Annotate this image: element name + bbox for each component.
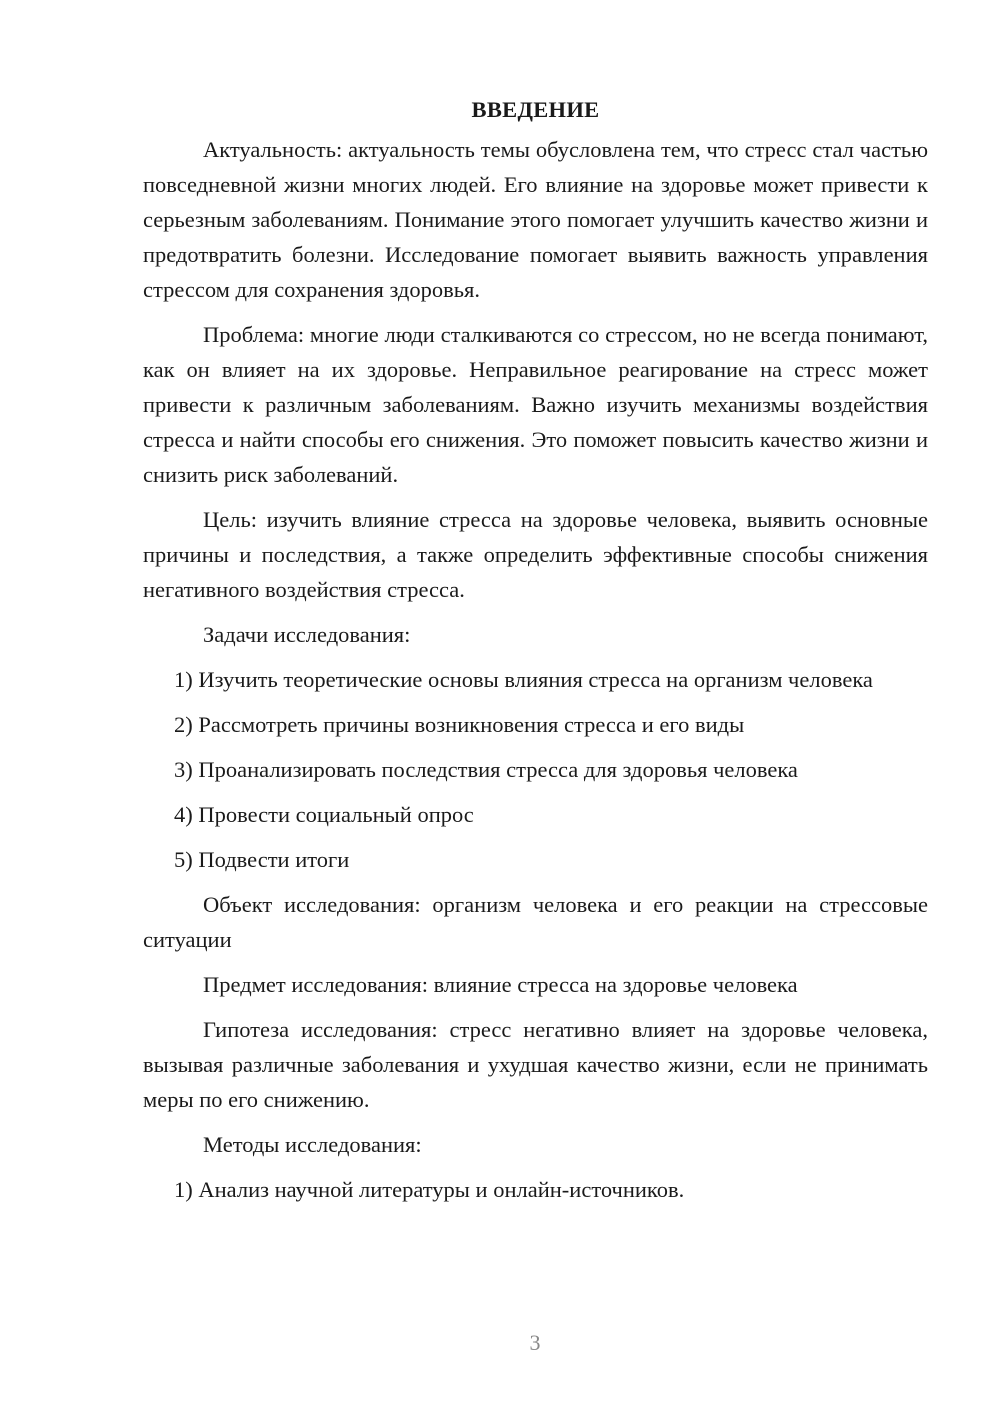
task-item-5: 5) Подвести итоги bbox=[174, 847, 350, 872]
methods-heading: Методы исследования: bbox=[203, 1132, 422, 1157]
task-item-1: 1) Изучить теоретические основы влияния стресса на организм человека bbox=[174, 667, 873, 692]
paragraph-goal: Цель: изучить влияние стресса на здоровье человека, выявить основные причины и последствия, а также определить эффективные способы снижения негативного воздействия стресса. bbox=[143, 507, 928, 602]
paragraph-hypothesis: Гипотеза исследования: стресс негативно влияет на здоровье человека, вызывая различные заболевания и ухудшая качество жизни, если не принимать меры по его снижению. bbox=[143, 1017, 928, 1112]
task-item-2: 2) Рассмотреть причины возникновения стресса и его виды bbox=[174, 712, 745, 737]
document-title: ВВЕДЕНИЕ bbox=[471, 97, 600, 122]
task-item-3: 3) Проанализировать последствия стресса для здоровья человека bbox=[174, 757, 798, 782]
page-number: 3 bbox=[529, 1330, 541, 1355]
task-item-4: 4) Провести социальный опрос bbox=[174, 802, 474, 827]
paragraph-problem: Проблема: многие люди сталкиваются со стрессом, но не всегда понимают, как он влияет на их здоровье. Неправильное реагирование на стресс может привести к различным заболеваниям. Важно изучить механизмы воздействия стресса и найти способы его снижения. Это поможет повысить качество жизни и снизить риск заболеваний. bbox=[143, 322, 928, 487]
method-item-1: 1) Анализ научной литературы и онлайн-источников. bbox=[174, 1177, 685, 1202]
document-page bbox=[143, 92, 928, 1217]
paragraph-subject: Предмет исследования: влияние стресса на здоровье человека bbox=[203, 972, 798, 997]
paragraph-object: Объект исследования: организм человека и его реакции на стрессовые ситуации bbox=[143, 892, 928, 952]
paragraph-relevance: Актуальность: актуальность темы обусловлена тем, что стресс стал частью повседневной жизни многих людей. Его влияние на здоровье может привести к серьезным заболеваниям. Понимание этого помогает улучшить качество жизни и предотвратить болезни. Исследование помогает выявить важность управления стрессом для сохранения здоровья. bbox=[143, 137, 928, 302]
tasks-heading: Задачи исследования: bbox=[203, 622, 411, 647]
